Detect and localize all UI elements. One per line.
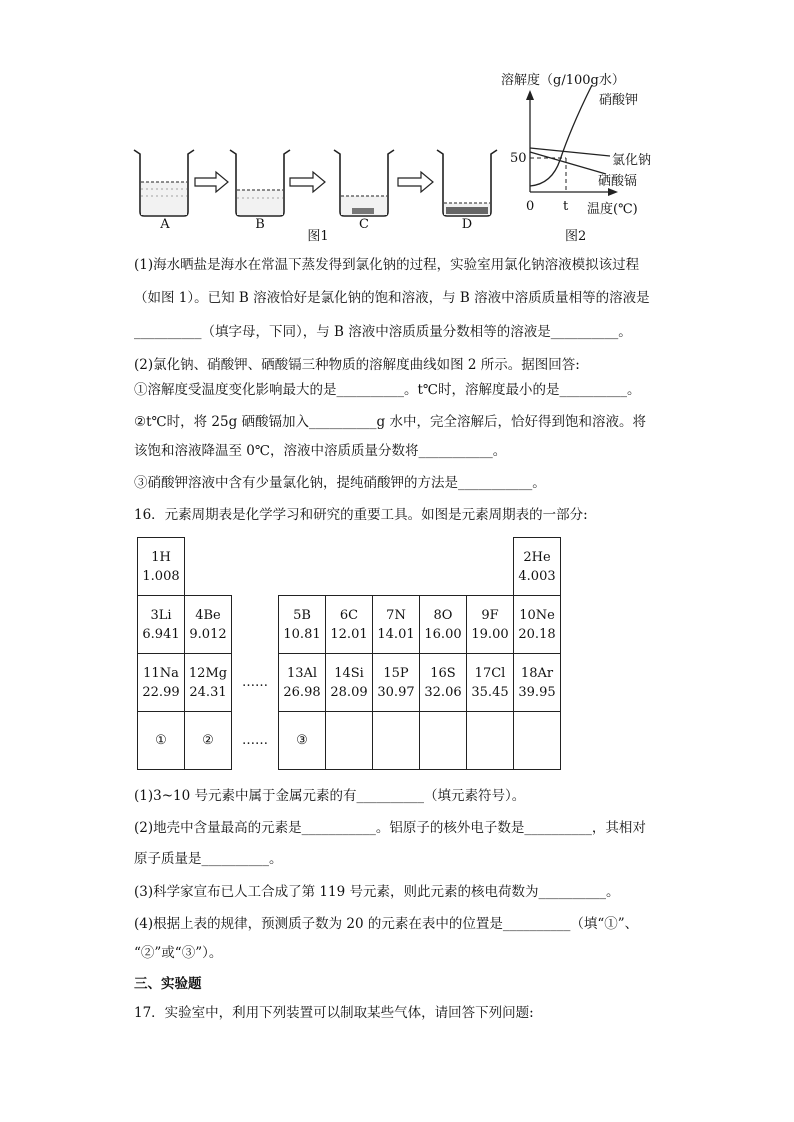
arrow-icon <box>398 172 433 192</box>
q16-answer2-line1: (2)地壳中含量最高的元素是___________。铝原子的核外电子数是__________，其相对 <box>134 820 646 836</box>
element-cell: 11Na 22.99 <box>138 654 185 712</box>
q16-intro: 16．元素周期表是化学学习和研究的重要工具。如图是元素周期表的一部分: <box>134 507 588 523</box>
q15-part2-ii-line1: ②t℃时，将 25g 硒酸镉加入__________g 水中，完全溶解后，恰好得到饱和溶液。将 <box>134 414 646 430</box>
table-row <box>138 538 561 596</box>
position-marker-1: ① <box>138 712 185 770</box>
label-c: C <box>359 217 369 232</box>
element-cell: 15P 30.97 <box>373 654 420 712</box>
empty-cell <box>420 712 467 770</box>
element-cell: 10Ne 20.18 <box>514 596 561 654</box>
figure1-caption: 图1 <box>307 229 329 244</box>
empty-cell <box>467 712 514 770</box>
empty-cell <box>514 712 561 770</box>
origin-label: 0 <box>526 199 535 214</box>
element-cell: 3Li 6.941 <box>138 596 185 654</box>
q16-answer3: (3)科学家宣布已人工合成了第 119 号元素，则此元素的核电荷数为__________。 <box>134 884 620 900</box>
beaker-c <box>334 150 394 216</box>
section-heading: 三、实验题 <box>134 976 202 992</box>
table-row <box>138 712 561 770</box>
t-tick: t <box>563 199 569 214</box>
graph-y-label: 溶解度（g/100g水） <box>501 73 625 88</box>
q15-part1-line1: (1)海水晒盐是海水在常温下蒸发得到氯化钠的过程，实验室用氯化钠溶液模拟该过程 <box>134 257 640 273</box>
q16-answer4-line1: (4)根据上表的规律，预测质子数为 20 的元素在表中的位置是__________（填“①”、 <box>134 916 639 932</box>
element-cell: 14Si 28.09 <box>326 654 373 712</box>
element-cell: 7N 14.01 <box>373 596 420 654</box>
element-cell: 12Mg 24.31 <box>185 654 232 712</box>
q16-answer1: (1)3~10 号元素中属于金属元素的有__________（填元素符号）。 <box>134 788 526 804</box>
element-cell: 18Ar 39.95 <box>514 654 561 712</box>
nacl-label: 氯化钠 <box>612 153 652 168</box>
element-cell: 13Al 26.98 <box>279 654 326 712</box>
cdno3-curve <box>530 152 606 174</box>
y-tick-50: 50 <box>510 151 527 166</box>
q16-answer2-line2: 原子质量是__________。 <box>134 851 283 867</box>
element-cell: 4Be 9.012 <box>185 596 232 654</box>
label-a: A <box>160 217 170 232</box>
ellipsis-cell: …… <box>242 733 268 748</box>
beaker-a <box>134 150 194 216</box>
q15-part1-line2: （如图 1）。已知 B 溶液恰好是氯化钠的饱和溶液，与 B 溶液中溶质质量相等的溶液是 <box>134 290 650 306</box>
figure2-caption: 图2 <box>565 229 587 244</box>
q15-part2-iii: ③硝酸钾溶液中含有少量氯化钠，提纯硝酸钾的方法是___________。 <box>134 475 546 491</box>
position-marker-2: ② <box>185 712 232 770</box>
q17-intro: 17．实验室中，利用下列装置可以制取某些气体，请回答下列问题: <box>134 1005 534 1021</box>
label-d: D <box>461 217 473 232</box>
beaker-b <box>230 150 290 216</box>
cdno3-label: 硒酸镉 <box>598 174 638 189</box>
arrow-icon <box>290 172 325 192</box>
arrow-icon <box>195 172 228 192</box>
empty-cell <box>373 712 420 770</box>
element-cell: 16S 32.06 <box>420 654 467 712</box>
kno3-label: 硝酸钾 <box>599 93 639 108</box>
position-marker-3: ③ <box>279 712 326 770</box>
empty-cell <box>326 712 373 770</box>
element-cell: 5B 10.81 <box>279 596 326 654</box>
q16-answer4-line2: “②”或“③”）。 <box>134 945 223 961</box>
graph-x-label: 温度(℃) <box>587 202 638 217</box>
label-b: B <box>255 217 265 232</box>
q15-part2-ii-line2: 该饱和溶液降温至 0℃，溶液中溶质质量分数将___________。 <box>134 443 507 459</box>
beaker-d <box>437 150 497 216</box>
element-cell: 6C 12.01 <box>326 596 373 654</box>
kno3-curve <box>530 85 592 186</box>
table-row <box>138 596 561 654</box>
element-cell: 8O 16.00 <box>420 596 467 654</box>
q15-part2-intro: (2)氯化钠、硝酸钾、硒酸镉三种物质的溶解度曲线如图 2 所示。据图回答: <box>134 357 580 373</box>
element-cell: 9F 19.00 <box>467 596 514 654</box>
element-cell: 17Cl 35.45 <box>467 654 514 712</box>
q15-part2-i: ①溶解度受温度变化影响最大的是__________。t℃时，溶解度最小的是__________。 <box>134 382 641 398</box>
element-cell-h: 1H 1.008 <box>138 538 185 596</box>
element-cell-he: 2He 4.003 <box>514 538 561 596</box>
q15-part1-line3: __________（填字母，下同），与 B 溶液中溶质质量分数相等的溶液是__________。 <box>134 324 632 340</box>
periodic-table <box>137 537 561 770</box>
table-row <box>138 654 561 712</box>
ellipsis-cell: …… <box>242 675 268 690</box>
figures-area <box>0 0 794 250</box>
